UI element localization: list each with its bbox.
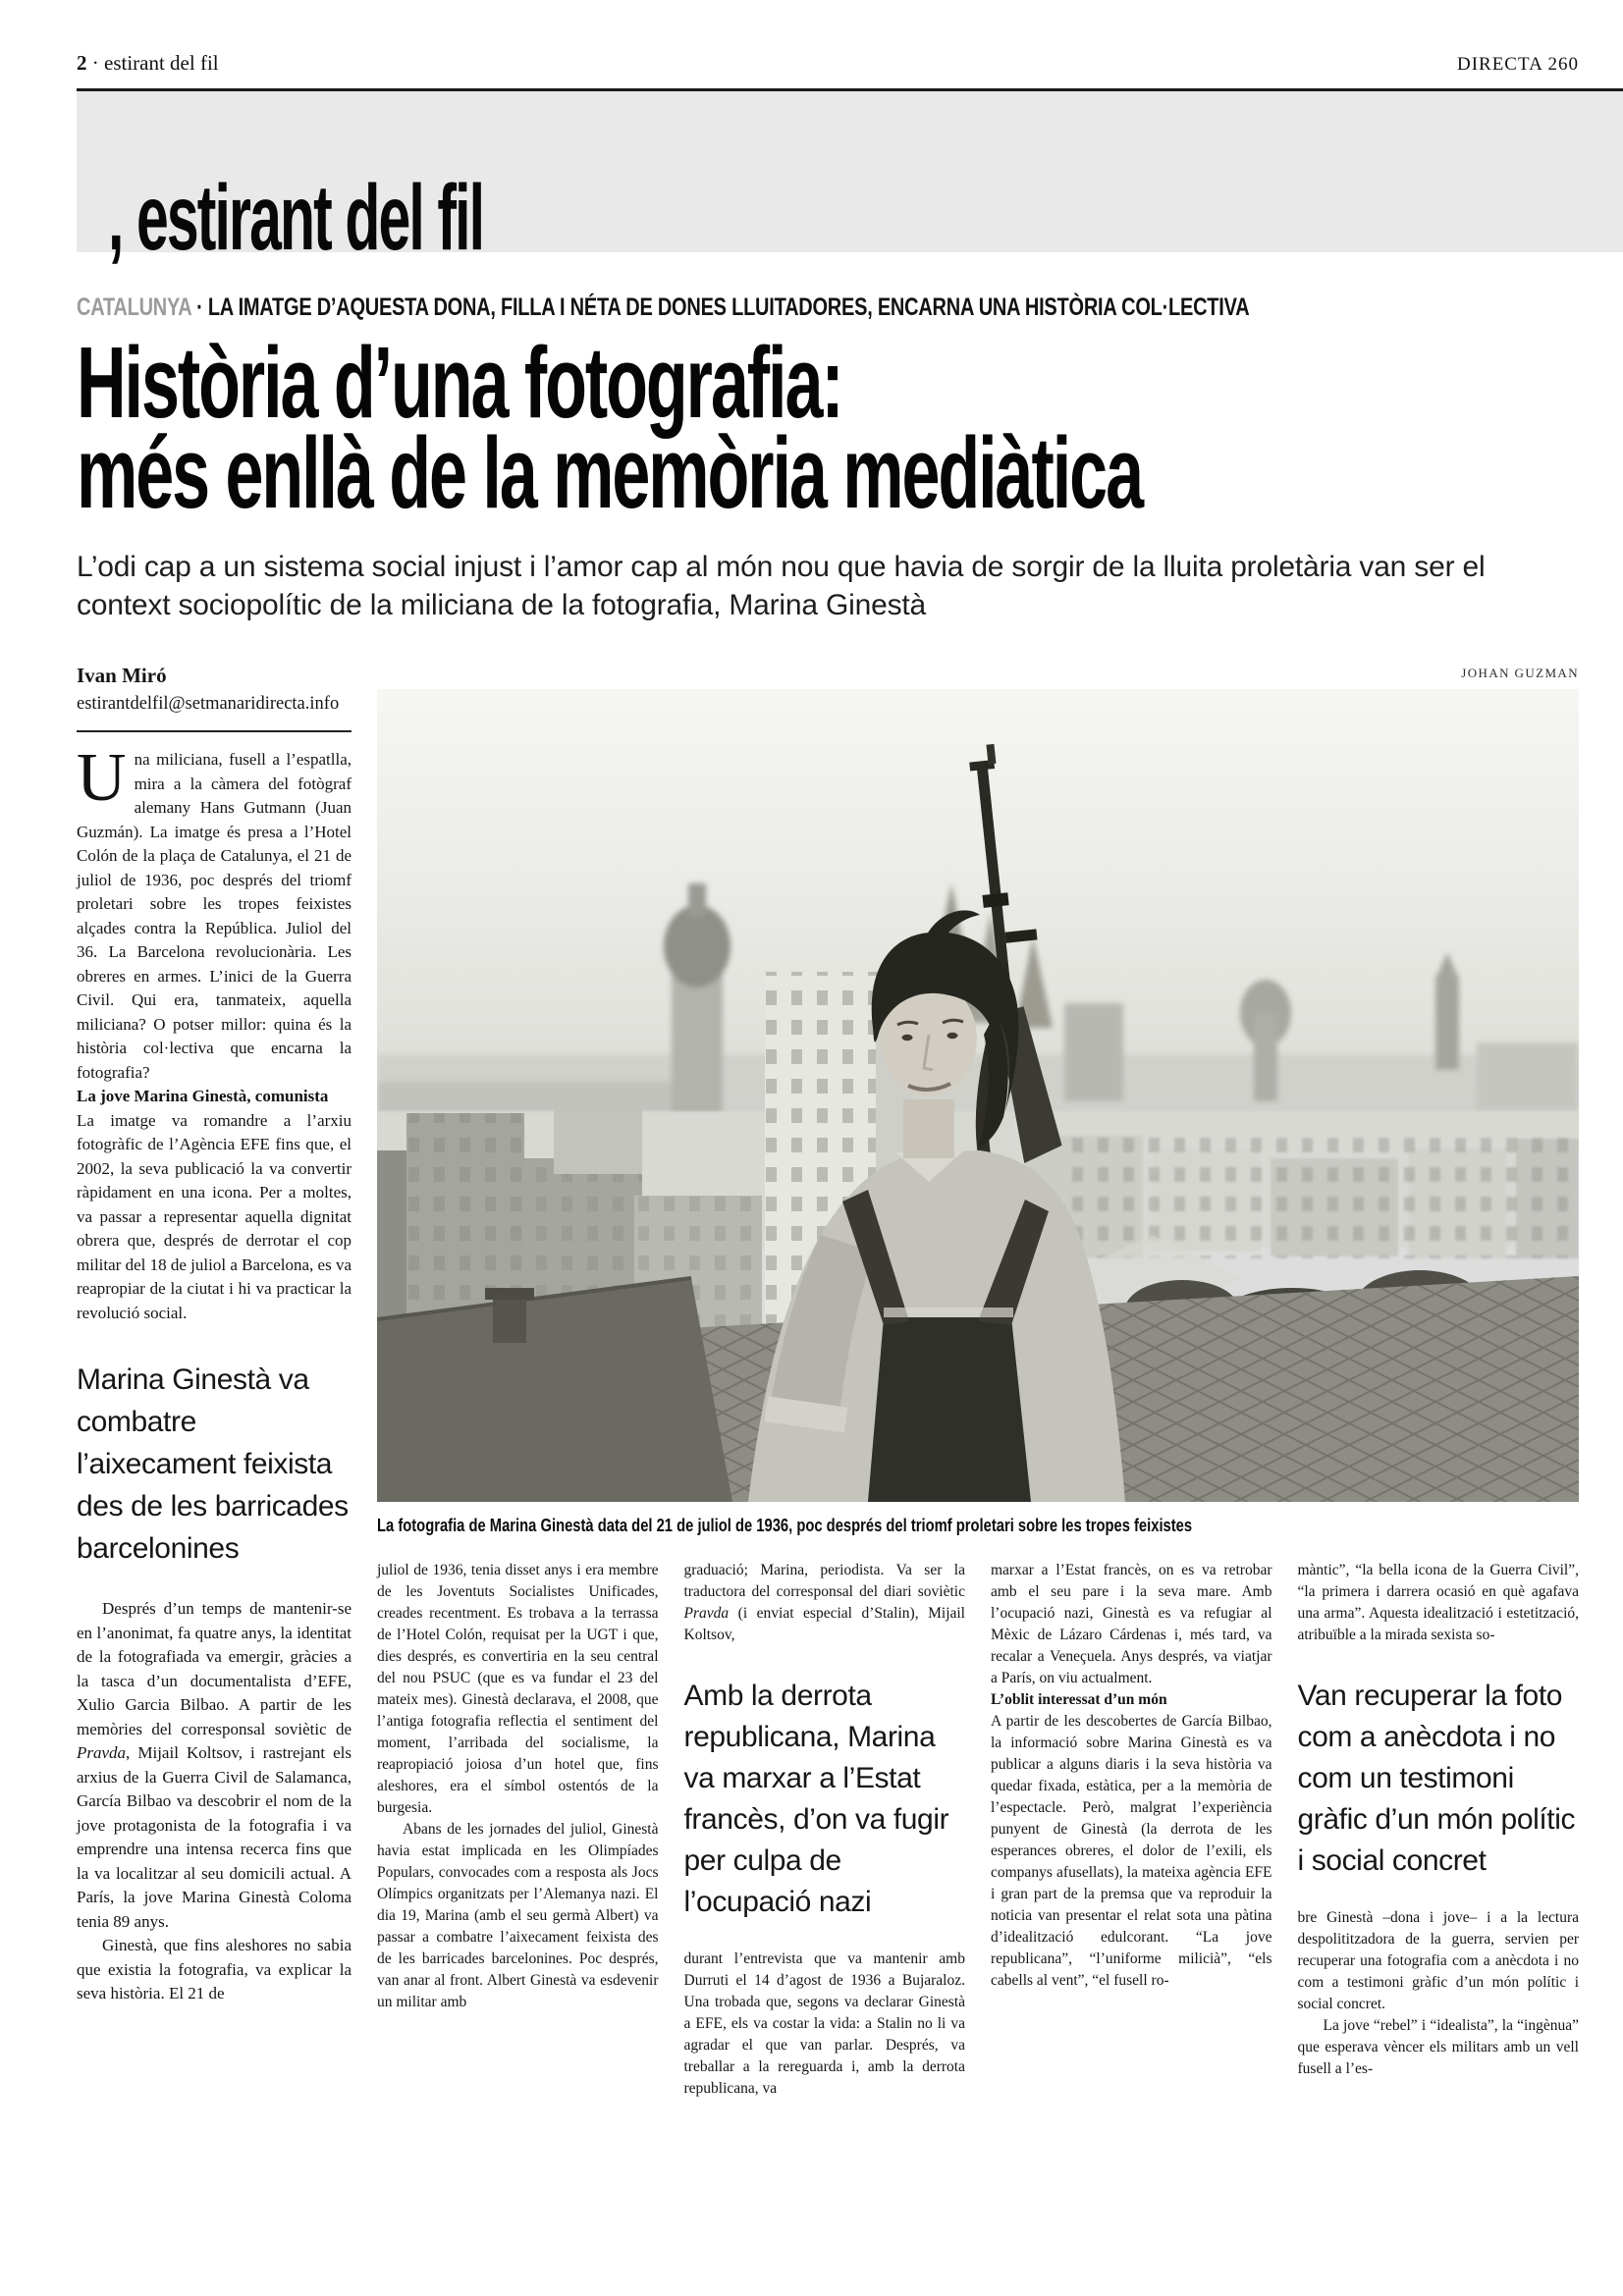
issue-label: DIRECTA 260 (1456, 54, 1579, 75)
col4-subhead: L’oblit interessat d’un món (991, 1691, 1167, 1708)
col5-paragraph-2: bre Ginestà –dona i jove– i a la lectura despolititzadora de la guerra, servien per recuperar una fotografia com a anècdota i no com a testimoni gràfic d’un món polític i social concret. (1297, 1909, 1579, 2012)
drop-cap: U (77, 740, 127, 816)
pull-quote-1: Marina Ginestà va combatre l’aixecament feixista des de les barricades barcelonines (77, 1363, 349, 1565)
marina-ginesta-photo (377, 689, 1579, 1502)
intro-paragraph-2: La imatge va romandre a l’arxiu fotogràfic de l’Agència EFE fins que, el 2002, la seva publicació la va convertir ràpidament en una icona. Per a moltes, va passar a representar aquella dignitat obrera que, després de derrotar el cop militar del 18 de juliol a Barcelona, es va reapropiar de la ciutat i hi va practicar la revolució social. (77, 1110, 352, 1322)
section-name: estirant del fil (104, 51, 219, 75)
pull-quote-3: Van recuperar la foto com a anècdota i no com un testimoni gràfic d’un món polític i social concret (1297, 1680, 1576, 1877)
col5-paragraph-1: màntic”, “la bella icona de la Guerra Civil”, “la primera i darrera ocasió en què agafava una arma”. Aquesta idealització i estetització, atribuïble a la mirada sexista so- (1297, 1562, 1579, 1643)
folio-bar (77, 0, 1579, 76)
section-banner-title: , estirant del fil (108, 166, 484, 270)
byline-rule (77, 730, 352, 732)
intro-subhead: La jove Marina Ginestà, comunista (77, 1087, 329, 1105)
headline (77, 326, 1579, 529)
pull-quote-2: Amb la derrota republicana, Marina va marxar a l’Estat francès, d’on va fugir per culpa de l’ocupació nazi (683, 1680, 949, 1918)
col3-paragraph-2: durant l’entrevista que va mantenir amb Durruti el 14 d’agost de 1936 a Bujaraloz. Una trobada que, segons va declarar Ginestà a EFE, els va costar la vida: a Stalin no li va agradar el que van parlar. Després, va treballar a la rereguarda i, amb la derrota republicana, va (683, 1950, 965, 2097)
col2-paragraph-1: juliol de 1936, tenia disset anys i era membre de les Joventuts Socialistes Unificades, creades recentment. Es trobava a la terrassa de l’Hotel Colón, requisat per la UGT i que, dies després, es convertiria en la seu central del nou PSUC (que es va fundar el 23 del mateix mes). Ginestà declarava, el 2008, que l’antiga fotografia reflectia el sentiment del moment, l’arribada del socialisme, la reapropiació joiosa d’un hotel que, fins aleshores, era el símbol ostentós de la burgesia. (377, 1562, 659, 1816)
photo-and-columns (377, 664, 1579, 2100)
figure-neck (903, 1099, 954, 1158)
col3-paragraph-1: graduació; Marina, periodista. Va ser la traductora del corresponsal del diari soviètic Pravda (i enviat especial d’Stalin), Mijail Koltsov, (683, 1562, 965, 1643)
folio-left (77, 51, 219, 76)
section-banner (77, 91, 1623, 270)
intro-column (77, 664, 352, 2100)
column-3 (684, 1560, 966, 2100)
kicker-section: CATALUNYA (77, 294, 191, 321)
byline-author: Ivan Miró (77, 664, 167, 687)
headline-line1: Història d’una fotografia: (77, 326, 842, 439)
photo-caption: La fotografia de Marina Ginestà data del 21 de juliol de 1936, poc després del triomf proletari sobre les tropes feixistes (377, 1516, 1193, 1535)
headline-line2: més enllà de la memòria mediàtica (77, 416, 1142, 529)
intro-paragraph-4: Ginestà, que fins aleshores no sabia que existia la fotografia, va explicar la seva història. El 21 de (77, 1936, 352, 2002)
photo-credit: JOHAN GUZMAN (1461, 666, 1579, 680)
page-number: 2 (77, 51, 87, 75)
byline-email: estirantdelfil@setmanaridirecta.info (77, 694, 340, 714)
col2-paragraph-2: Abans de les jornades del juliol, Ginestà havia estat implicada en les Olimpíades Populars, convocades com a resposta als Jocs Olímpics organitzats per l’Alemanya nazi. El dia 19, Marina (amb el seu germà Albert) va passar a combatre l’aixecament feixista des de les barricades barcelonines. Poc després, van anar al front. Albert Ginestà va esdevenir un militar amb (377, 1821, 659, 2010)
col5-paragraph-3: La jove “rebel” i “idealista”, la “ingènua” que esperava vèncer els militars amb un vell fusell a l’es- (1297, 2017, 1579, 2077)
column-5 (1298, 1560, 1580, 2100)
standfirst: L’odi cap a un sistema social injust i l’amor cap al món nou que havia de sorgir de la lluita proletària van ser el context sociopolític de la miliciana de la fotografia, Marina Ginestà (77, 551, 1486, 621)
column-2 (377, 1560, 659, 2100)
intro-paragraph-1: Una miliciana, fusell a l’espatlla, mira a la càmera del fotògraf alemany Hans Gutmann (Juan Guzmán). La imatge és presa a l’Hotel Colón de la plaça de Catalunya, el 21 de juliol de 1936, poc després del triomf proletari sobre les tropes feixistes alçades contra la República. Juliol del 36. La Barcelona revolucionària. Les obreres en armes. L’inici de la Guerra Civil. Qui era, tanmateix, aquella miliciana? O potser millor: quina és la història col·lectiva que encarna la fotografia? (77, 740, 352, 1082)
kicker-separator: · (196, 294, 203, 321)
col4-paragraph-2: A partir de les descobertes de García Bilbao, la informació sobre Marina Ginestà es va publicar a alguns diaris i la seva història va quedar fixada, estàtica, per a la memòria de l’espectacle. Però, malgrat l’experiència punyent de Ginestà (la derrota de les esperances obreres, el dolor de l’exili, els companys afusellats), la mateixa agència EFE i gran part de la premsa que va reproduir la noticia van presentar el relat sota una pàtina d’idealització edulcorant. “La jove republicana”, “l’uniforme milicià”, “els cabells al vent”, “el fusell ro- (991, 1713, 1272, 1989)
lower-columns (377, 1560, 1579, 2100)
col4-paragraph-1: marxar a l’Estat francès, on es va retrobar amb el seu pare i la seva mare. Amb l’ocupació nazi, Ginestà es va refugiar al Mèxic de Lázaro Cárdenas i, més tard, va recalar a Veneçuela. Anys després, va viatjar a París, on viu actualment. (991, 1562, 1272, 1686)
kicker-text: LA IMATGE D’AQUESTA DONA, FILLA I NÉTA DE DONES LLUITADORES, ENCARNA UNA HISTÒRIA COL·LECTIVA (207, 294, 1250, 321)
figure-overalls-bib (868, 1317, 1031, 1502)
intro-paragraph-3: Després d’un temps de mantenir-se en l’anonimat, fa quatre anys, la identitat de la fotografiada va emergir, gràcies a la tasca d’un documentalista d’EFE, Xulio Garcia Bilbao. A partir de les memòries del corresponsal soviètic de Pravda, Mijail Koltsov, i rastrejant els arxius de la Guerra Civil de Salamanca, García Bilbao va descobrir el nom de la jove protagonista de la fotografia i va emprendre una intensa recerca fins que la va localitzar al seu domicili actual. A París, la jove Marina Ginestà Coloma tenia 89 anys. (77, 1599, 352, 1931)
column-4 (991, 1560, 1272, 2100)
folio-separator: · (91, 51, 99, 75)
lead-photo (377, 689, 1579, 1502)
kicker (77, 294, 1579, 322)
article-body (77, 664, 1579, 2100)
